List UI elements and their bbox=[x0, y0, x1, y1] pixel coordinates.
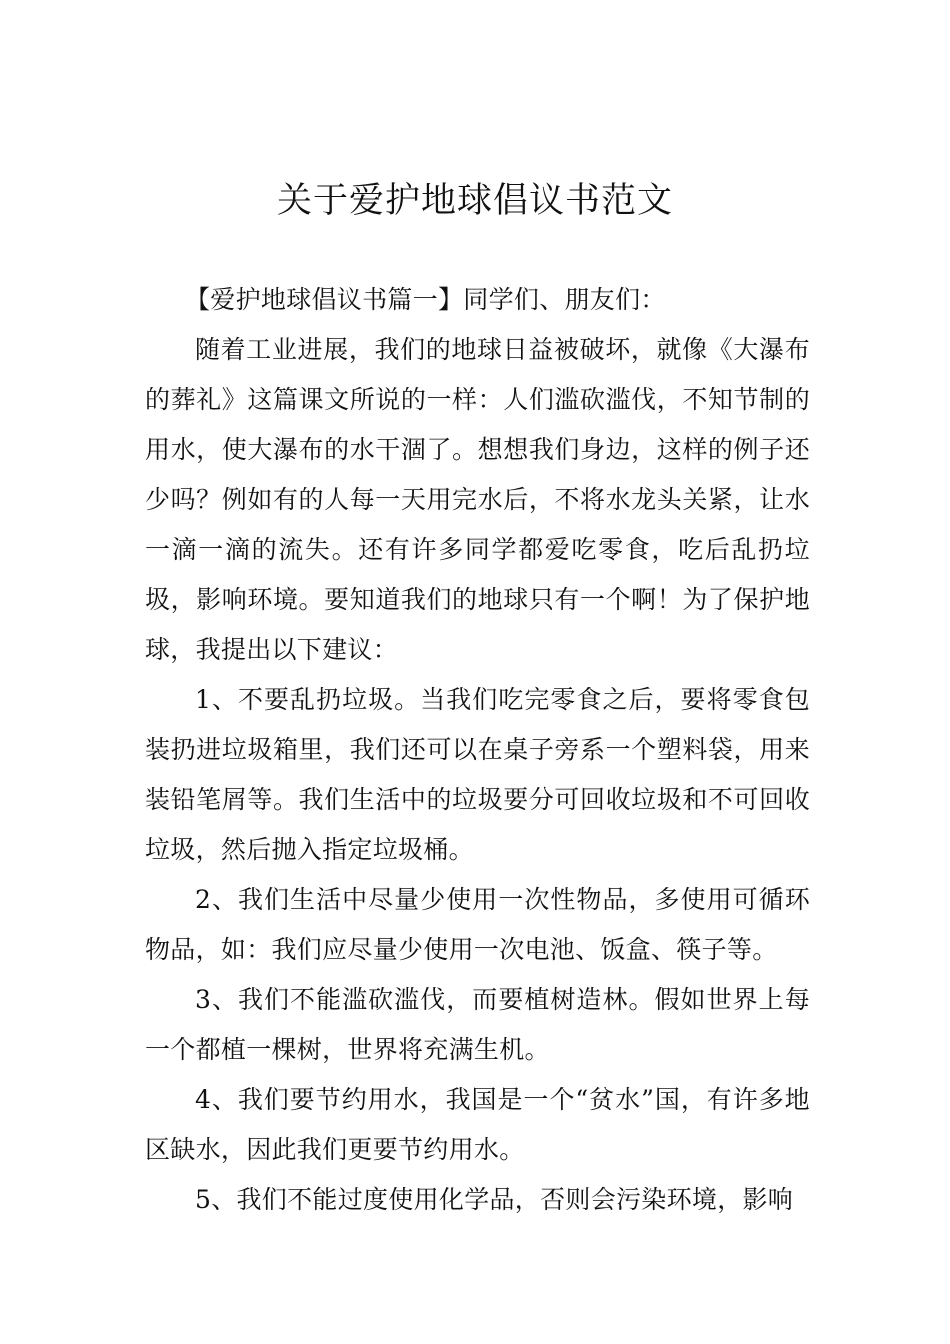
paragraph-suggestion-3: 3、我们不能滥砍滥伐，而要植树造林。假如世界上每一个都植一棵树，世界将充满生机。 bbox=[145, 985, 810, 1064]
paragraph-heading: 【爱护地球倡议书篇一】同学们、朋友们： bbox=[185, 285, 666, 314]
paragraph-intro: 随着工业进展，我们的地球日益被破坏，就像《大瀑布的葬礼》这篇课文所说的一样：人们滥砍滥伐，不知节制的用水，使大瀑布的水干涸了。想想我们身边，这样的例子还少吗？例如有的人每一天用完水后，不将水龙头关紧，让水一滴一滴的流失。还有许多同学都爱吃零食，吃后乱扔垃圾，影响环境。要知道我们的地球只有一个啊！为了保护地球，我提出以下建议： bbox=[145, 335, 810, 664]
paragraph-suggestion-1: 1、不要乱扔垃圾。当我们吃完零食之后，要将零食包装扔进垃圾箱里，我们还可以在桌子旁系一个塑料袋，用来装铅笔屑等。我们生活中的垃圾要分可回收垃圾和不可回收垃圾，然后抛入指定垃圾桶。 bbox=[145, 685, 810, 864]
document-title: 关于爱护地球倡议书范文 bbox=[276, 181, 673, 221]
paragraph-suggestion-2: 2、我们生活中尽量少使用一次性物品，多使用可循环物品，如：我们应尽量少使用一次电池、饭盒、筷子等。 bbox=[145, 885, 810, 964]
paragraph-suggestion-5: 5、我们不能过度使用化学品，否则会污染环境，影响 bbox=[195, 1185, 794, 1214]
document-body bbox=[145, 275, 810, 1225]
paragraph-suggestion-4: 4、我们要节约用水，我国是一个“贫水”国，有许多地区缺水，因此我们更要节约用水。 bbox=[145, 1085, 810, 1164]
